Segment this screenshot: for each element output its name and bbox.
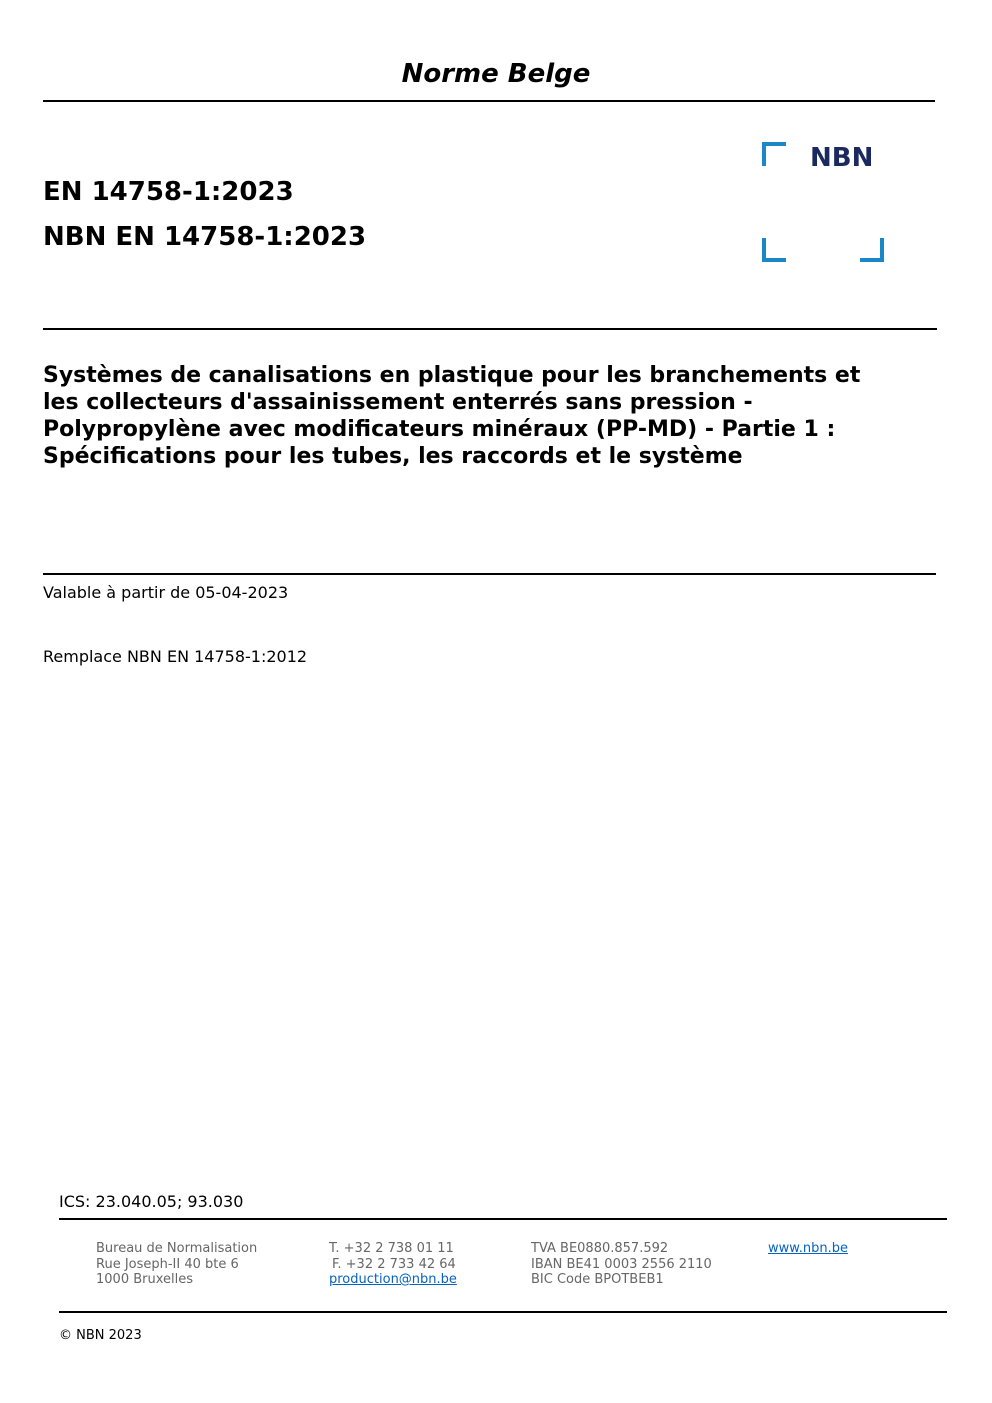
document-title: Systèmes de canalisations en plastique pour les branchements et les collecteurs d'assainissement enterrés sans pression - Polypropylène avec modificateurs minéraux (PP-MD) - Partie 1 : Spécifications pour les tubes, les raccords et le système: [43, 363, 861, 469]
logo-text: NBN: [810, 143, 874, 173]
phone-number: T. +32 2 738 01 11: [329, 1241, 454, 1256]
copyright: © NBN 2023: [59, 1328, 142, 1343]
header-title: Norme Belge: [401, 59, 591, 89]
footer-bank: [531, 1241, 712, 1288]
iban-number: IBAN BE41 0003 2556 2110: [531, 1256, 712, 1272]
logo-bracket-bottom-right: [860, 238, 882, 260]
standard-code-en: EN 14758-1:2023: [43, 177, 294, 207]
nbn-logo-graphic: [762, 142, 884, 264]
website-link[interactable]: www.nbn.be: [768, 1241, 848, 1256]
address-line-3: 1000 Bruxelles: [96, 1272, 194, 1287]
title-divider-top: [43, 328, 937, 330]
header-divider: [43, 100, 935, 102]
ics-codes: ICS: 23.040.05; 93.030: [59, 1192, 244, 1211]
email-link[interactable]: production@nbn.be: [329, 1272, 457, 1287]
footer-divider-bottom: [59, 1311, 947, 1313]
footer-phone: [329, 1241, 457, 1288]
footer-web: [768, 1241, 848, 1257]
bic-code: BIC Code BPOTBEB1: [531, 1272, 664, 1287]
footer-divider-top: [59, 1218, 947, 1220]
address-line-2: Rue Joseph-II 40 bte 6: [96, 1256, 239, 1272]
replaces: Remplace NBN EN 14758-1:2012: [43, 647, 308, 666]
title-divider-bottom: [43, 573, 936, 575]
fax-number: F. +32 2 733 42 64: [332, 1256, 456, 1272]
address-line-1: Bureau de Normalisation: [96, 1241, 258, 1256]
vat-number: TVA BE0880.857.592: [531, 1241, 669, 1256]
standard-code-nbn: NBN EN 14758-1:2023: [43, 222, 367, 252]
nbn-logo: [762, 142, 884, 264]
valid-from: Valable à partir de 05-04-2023: [43, 583, 289, 602]
logo-bracket-bottom-left: [764, 238, 786, 260]
logo-bracket-top-left: [764, 144, 786, 166]
footer-address: [96, 1241, 257, 1288]
